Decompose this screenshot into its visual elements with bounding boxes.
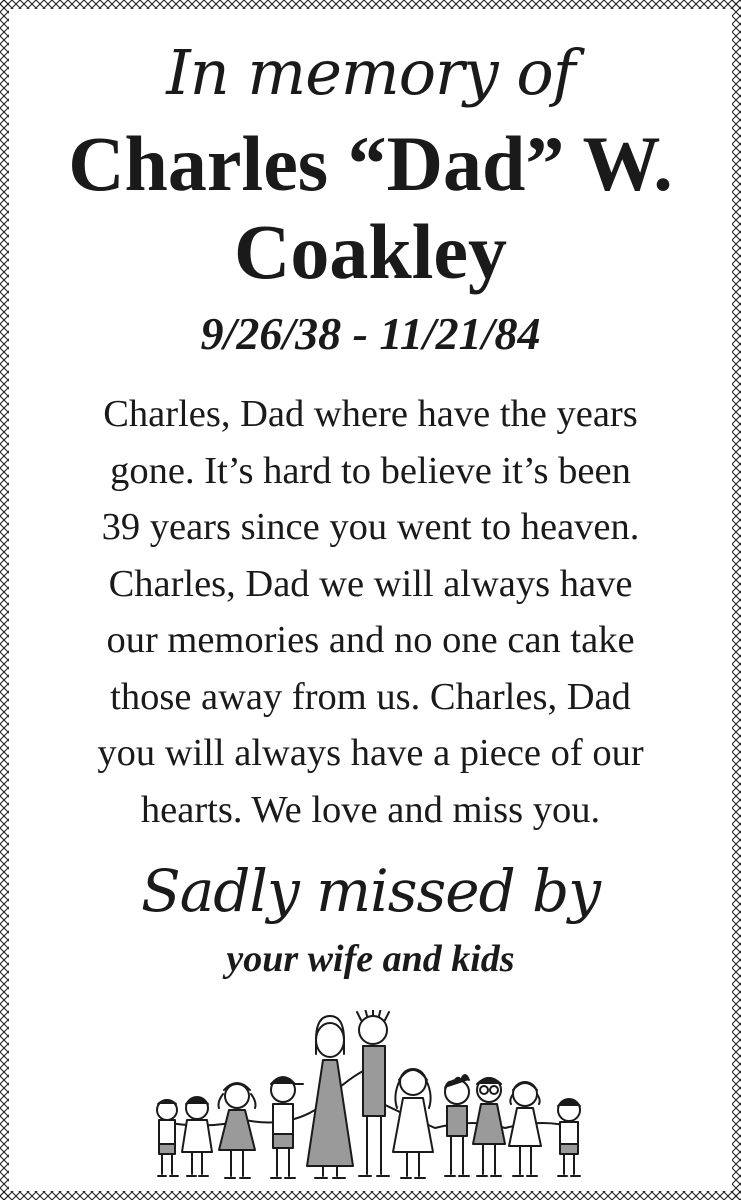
message-line: you will always have a piece of our xyxy=(97,732,644,774)
message-line: 39 years since you went to heaven. xyxy=(101,506,640,548)
child-figure xyxy=(473,1078,505,1176)
child-figure xyxy=(393,1069,433,1178)
family-stick-figures-icon xyxy=(145,1010,595,1190)
life-dates: 9/26/38 - 11/21/84 xyxy=(200,308,541,359)
child-figure xyxy=(445,1075,469,1176)
child-figure xyxy=(157,1100,178,1176)
message-line: hearts. We love and miss you. xyxy=(140,788,601,831)
message-line: Charles, Dad we will always have xyxy=(108,562,633,605)
memorial-content xyxy=(40,0,701,984)
father-figure xyxy=(357,1010,389,1176)
message-line: those away from us. Charles, Dad xyxy=(110,675,631,718)
message-line: gone. It’s hard to believe it’s been xyxy=(110,449,631,492)
mother-figure xyxy=(307,1016,353,1178)
name-line-1: Charles “Dad” W. xyxy=(68,120,673,207)
child-figure xyxy=(182,1097,212,1176)
child-figure xyxy=(219,1083,256,1178)
memorial-message xyxy=(40,386,701,838)
child-figure xyxy=(509,1082,541,1176)
child-figure xyxy=(558,1099,580,1176)
deceased-name xyxy=(40,120,701,296)
name-line-2: Coakley xyxy=(234,208,507,295)
sadly-missed-heading: Sadly missed by xyxy=(140,857,601,925)
from-line: your wife and kids xyxy=(226,938,515,980)
child-figure xyxy=(271,1077,303,1178)
in-memory-heading: In memory of xyxy=(166,36,575,109)
message-line: Charles, Dad where have the years xyxy=(103,393,638,435)
message-line: our memories and no one can take xyxy=(106,619,635,661)
